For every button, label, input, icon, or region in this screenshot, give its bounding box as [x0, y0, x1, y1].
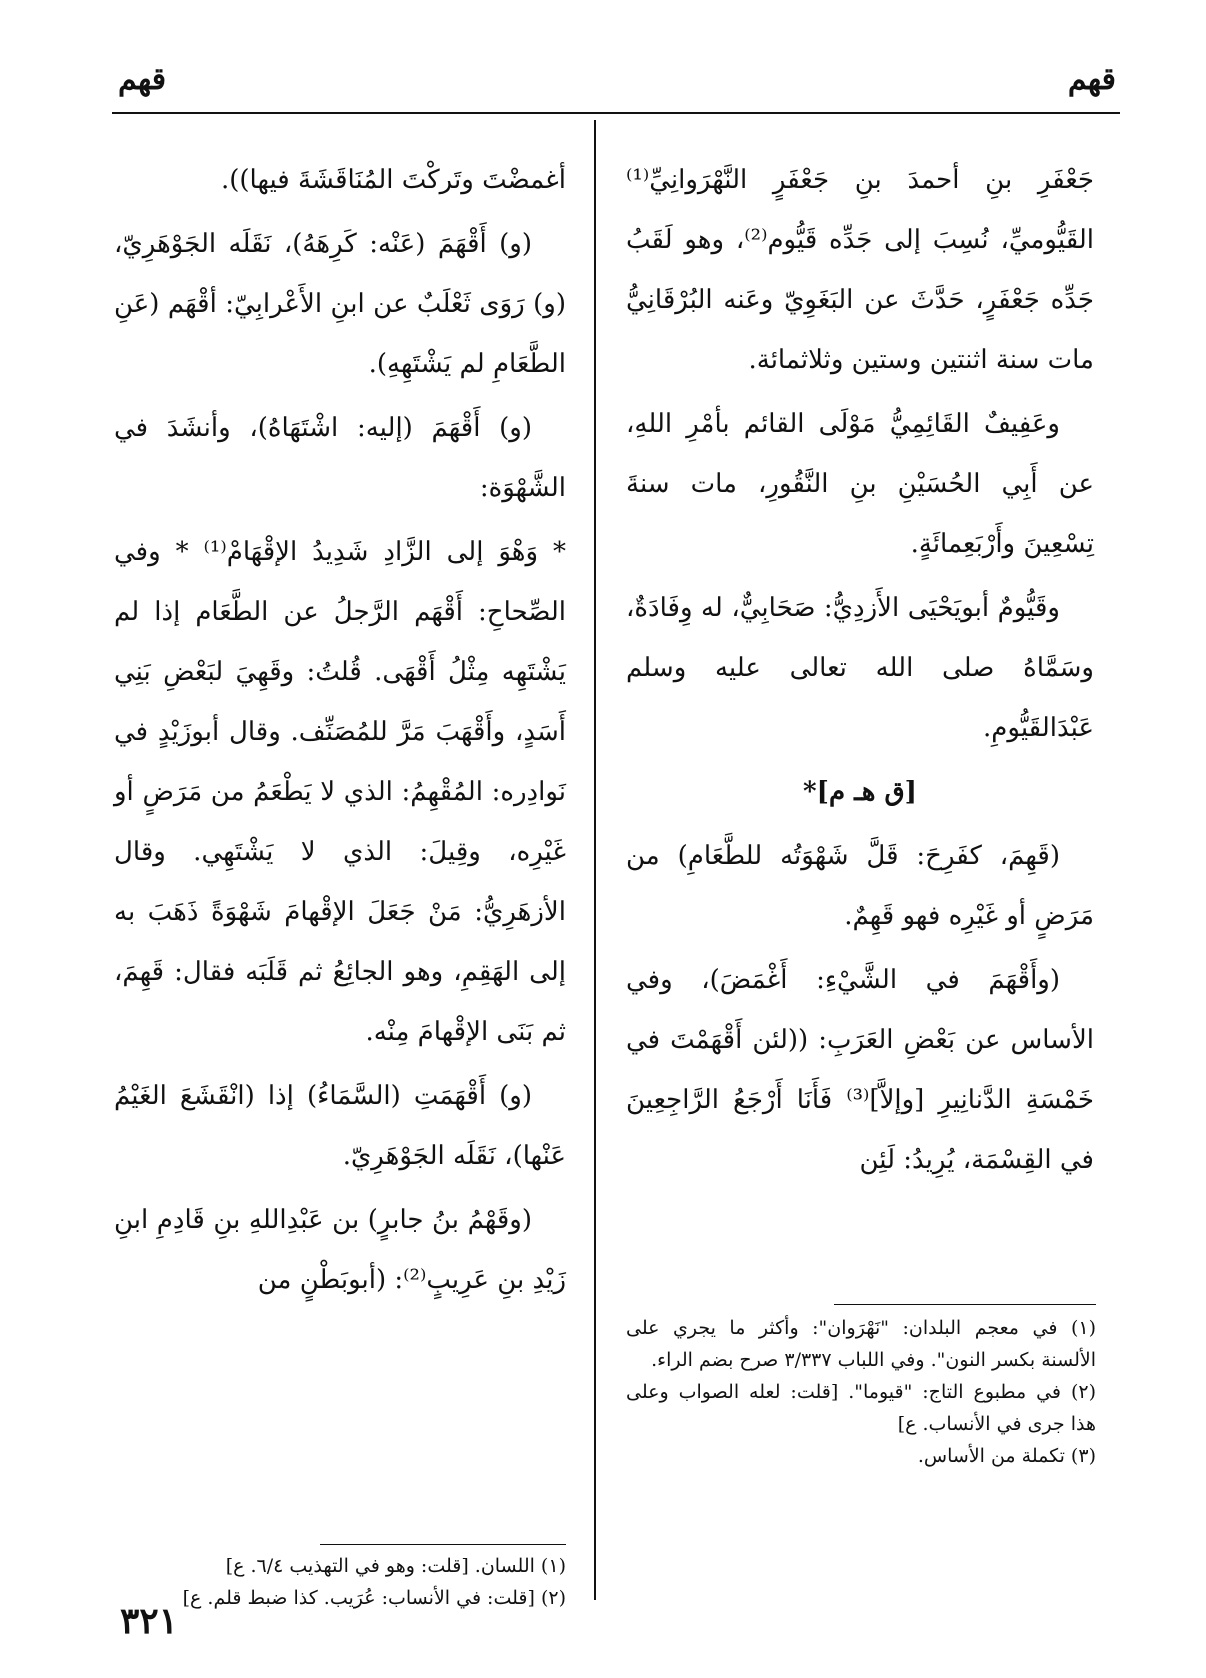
left-paragraph-3: (و) أَقْهَمَ (إليه: اشْتَهَاهُ)، وأنشَدَ في الشَّهْوَة: [114, 413, 566, 503]
left-footnotes [114, 1550, 566, 1614]
page-number: ٣٢١ [120, 1600, 179, 1642]
header-right-keyword: قهم [1067, 62, 1116, 97]
left-paragraph-1: أغمضْتَ وتَركْتَ المُنَاقَشَةَ فيها)). [220, 165, 566, 195]
right-footnotes [626, 1312, 1096, 1472]
left-paragraph-2: (و) أَقْهَمَ (عَنْه: كَرِهَهُ)، نَقَلَه الجَوْهَرِيّ، (و) رَوَى ثَعْلَبٌ عن ابنِ الأَعْرابِيّ: أقْهَم (عَنِ الطَّعَامِ لم يَشْتَهِهِ). [114, 229, 566, 379]
right-paragraph-2: وعَفِيفٌ القَائِمِيُّ مَوْلَى القائم بأمْرِ اللهِ، عن أَبِي الحُسَيْنِ بنِ النَّقُورِ، مات سنةَ تِسْعِينَ وأَرْبَعِمائَةٍ. [626, 409, 1094, 559]
right-footnote-3: (٣) تكملة من الأساس. [917, 1445, 1096, 1467]
right-footnote-2: (٢) في مطبوع التاج: "قيوما". [قلت: لعله الصواب وعلى هذا جرى في الأنساب. ع] [626, 1381, 1096, 1435]
section-heading: [ق هـ م]* [803, 777, 917, 807]
left-paragraph-5: (و) أَقْهَمَتِ (السَّمَاءُ) إذا (انْقَشَعَ الغَيْمُ عَنْها)، نَقَلَه الجَوْهَرِيّ. [114, 1081, 566, 1171]
right-column [626, 150, 1094, 1190]
column-divider [594, 120, 596, 1600]
right-paragraph-5: (وأَقْهَمَ في الشَّيْءِ: أَغْمَضَ)، وفي الأساس عن بَعْضِ العَرَبِ: ((لئن أَقْهَمْتَ في خَمْسَةِ الدَّنانِيرِ [وإلاَّ]⁽³⁾ فَأَنَا أَرْجَعُ الرَّاجِعِينَ في القِسْمَة، يُرِيدُ: لَئِن [626, 965, 1094, 1175]
right-paragraph-3: وقَيُّومٌ أبويَحْيَى الأَزدِيُّ: صَحَابِيٌّ، له وِفَادَةٌ، وسَمَّاهُ صلى الله تعالى عليه وسلم عَبْدَالقَيُّومِ. [626, 593, 1094, 743]
left-paragraph-6: (وقَهْمُ بنُ جابرٍ) بن عَبْدِاللهِ بنِ قَادِمِ ابنِ زَيْدِ بنِ عَرِيبٍ⁽²⁾: (أبوبَطْنٍ من [114, 1205, 566, 1295]
header-rule [112, 112, 1120, 114]
right-footnote-rule [834, 1304, 1096, 1305]
left-footnote-2: (٢) [قلت: في الأنساب: عُرَيب. كذا ضبط قلم. ع] [182, 1587, 566, 1609]
header-left-keyword: قهم [118, 62, 167, 97]
left-column [114, 150, 566, 1310]
right-paragraph-1: جَعْفَرِ بنِ أحمدَ بنِ جَعْفَرٍ النَّهْرَوانِيِّ⁽¹⁾ القَيُّوميِّ، نُسِبَ إلى جَدِّه قَيُّوم⁽²⁾، وهو لَقَبُ جَدِّه جَعْفَرٍ، حَدَّثَ عن البَغَوِيّ وعَنه البُرْقَانِيُّ مات سنة اثنتين وستين وثلاثمائة. [626, 165, 1095, 375]
left-footnote-1: (١) اللسان. [قلت: وهو في التهذيب ٦/٤. ع] [225, 1555, 566, 1577]
right-footnote-1: (١) في معجم البلدان: "نَهْرَوان": وأكثر ما يجري على الألسنة بكسر النون". وفي اللباب ٣/٣٣٧ صرح بضم الراء. [626, 1317, 1096, 1371]
right-paragraph-4: (قَهِمَ، كفَرِحَ: قَلَّ شَهْوَتُه للطَّعَامِ) من مَرَضٍ أو غَيْرِه فهو قَهِمٌ. [626, 841, 1094, 931]
left-footnote-rule [320, 1544, 566, 1545]
left-paragraph-4: * وَهْوَ إلى الزَّادِ شَدِيدُ الإقْهَامْ⁽¹⁾ * وفي الصِّحاحِ: أَقْهَم الرَّجلُ عن الطَّعَام إذا لم يَشْتَهِه مِثْلُ أَقْهَى. قُلتُ: وقَهِيَ لبَعْضِ بَنِي أَسَدٍ، وأَقْهَبَ مَرَّ للمُصَنِّف. وقال أبوزَيْدٍ في نَوادِره: المُقْهِمُ: الذي لا يَطْعَمُ من مَرَضٍ أو غَيْرِه، وقِيلَ: الذي لا يَشْتَهِي. وقال الأزهَرِيُّ: مَنْ جَعَلَ الإقْهامَ شَهْوَةً ذَهَبَ به إلى الهَقِمِ، وهو الجائِعُ ثم قَلَبَه فقال: قَهِمَ، ثم بَنَى الإقْهامَ مِنْه. [114, 537, 566, 1047]
